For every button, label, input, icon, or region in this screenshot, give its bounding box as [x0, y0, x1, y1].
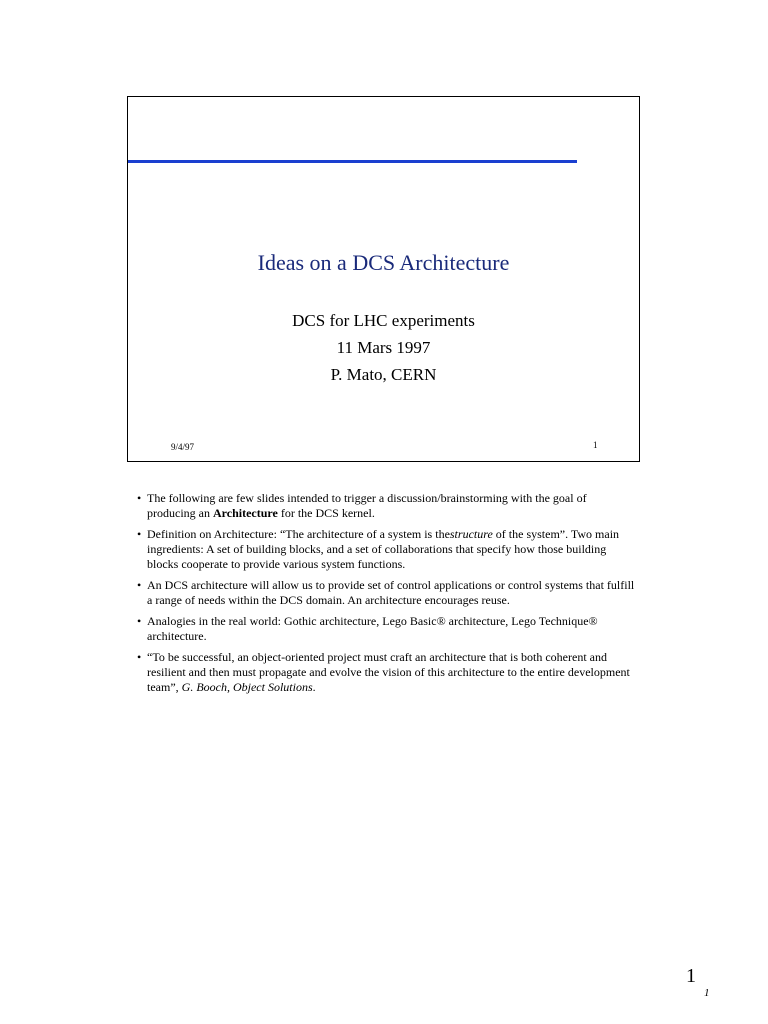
notes-text: structure — [449, 527, 493, 541]
notes-list-item — [137, 614, 637, 644]
slide-subtitle-line: DCS for LHC experiments — [292, 311, 475, 330]
notes-text: for the DCS kernel. — [277, 506, 375, 520]
bullet-icon: • — [137, 491, 142, 505]
bullet-icon: • — [137, 650, 142, 664]
notes-text: The following are few slides intended to trigger a discussion/brainstorming with the goal of producing an — [147, 491, 587, 520]
bullet-icon: • — [137, 614, 142, 628]
slide-subtitle-line: 11 Mars 1997 — [336, 338, 431, 357]
notes-text: Analogies in the real world: Gothic architecture, Lego Basic® architecture, Lego Technique® architecture. — [147, 614, 598, 643]
slide-title: Ideas on a DCS Architecture — [257, 250, 510, 275]
notes-text: . — [312, 680, 316, 694]
notes-text: Architecture — [212, 506, 278, 520]
bullet-icon: • — [137, 578, 142, 592]
slide-header-rule — [128, 160, 577, 163]
notes-text: of the system”. Two main ingredients: A set of building blocks, and a set of collaborations that specify how those building blocks cooperate to provide various system functions. — [147, 527, 620, 571]
slide-date: 9/4/97 — [171, 442, 195, 452]
slide-thumbnail — [127, 96, 640, 462]
speaker-notes-list — [137, 491, 637, 701]
notes-text: G. Booch, Object Solutions — [181, 680, 313, 694]
slide-number: 1 — [593, 440, 598, 450]
page-number: 1 — [686, 965, 696, 987]
notes-list-item — [137, 650, 637, 695]
slide-subtitle-line: P. Mato, CERN — [330, 365, 437, 384]
notes-text: “To be successful, an object-oriented project must craft an architecture that is both coherent and resilient and then must propagate and evolve the vision of this architecture to the entire development team”, — [147, 650, 630, 694]
notes-text: Definition on Architecture: “The architecture of a system is the — [147, 527, 450, 541]
notes-list-item — [137, 578, 637, 608]
slide-subtitle — [128, 307, 639, 388]
page-number-italic: 1 — [704, 987, 710, 999]
bullet-icon: • — [137, 527, 142, 541]
notes-list-item — [137, 491, 637, 521]
notes-list-item — [137, 527, 637, 572]
notes-text: An DCS architecture will allow us to provide set of control applications or control systems that fulfill a range of needs within the DCS domain. An architecture encourages reuse. — [147, 578, 635, 607]
